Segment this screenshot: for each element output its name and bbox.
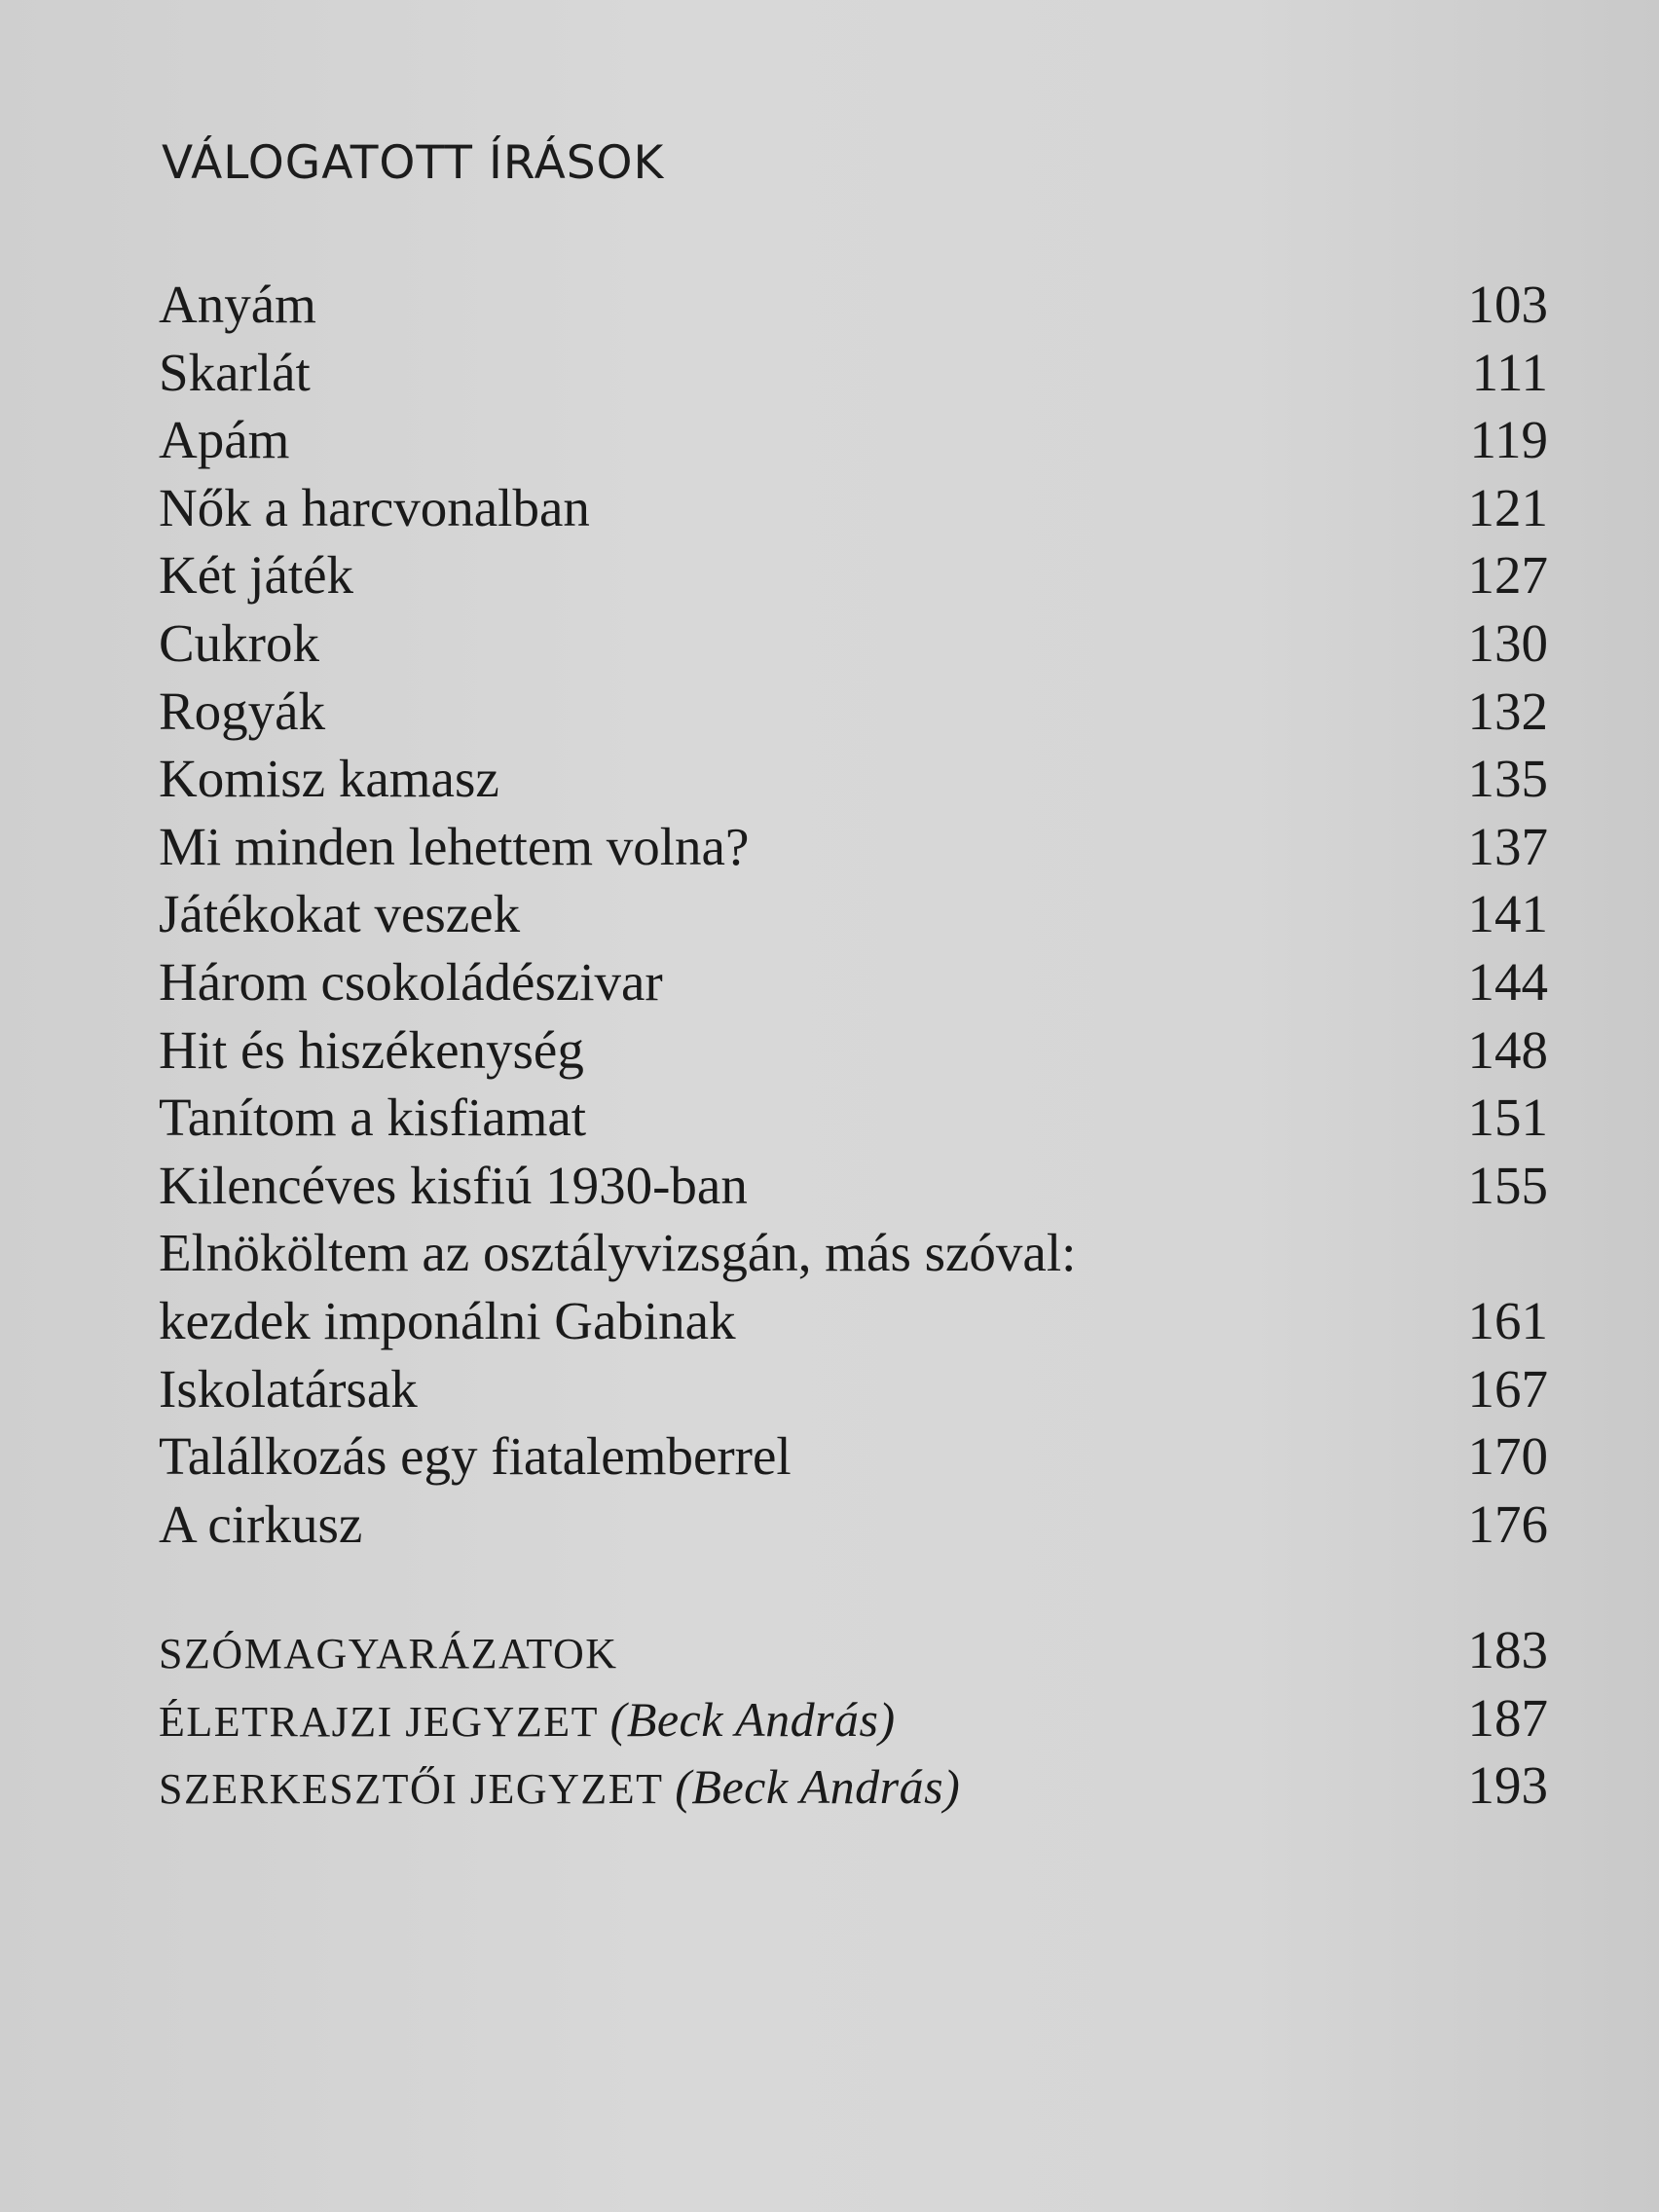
toc-entry xyxy=(159,948,1548,1016)
toc-entry-title: Három csokoládészivar xyxy=(159,951,663,1012)
appendix-entry-page: 187 xyxy=(1467,1687,1548,1748)
appendix-entry xyxy=(159,1616,1548,1684)
appendix-entry-author: (Beck András) xyxy=(675,1759,961,1815)
appendix-entry-author: (Beck András) xyxy=(609,1691,896,1747)
appendix-list xyxy=(159,1616,1548,1820)
toc-entry xyxy=(159,609,1548,678)
toc-entry-title: Találkozás egy fiatalemberrel xyxy=(159,1426,792,1487)
toc-entry-title: Nők a harcvonalban xyxy=(159,477,590,537)
toc-entry xyxy=(159,1287,1548,1355)
toc-entry-title: Apám xyxy=(159,410,290,470)
toc-entry-page: 119 xyxy=(1469,410,1548,470)
appendix-entry-title xyxy=(159,1620,618,1688)
toc-entry-page: 132 xyxy=(1467,681,1548,741)
toc-entry-page: 170 xyxy=(1467,1426,1548,1487)
appendix-entry-page: 193 xyxy=(1467,1755,1548,1816)
appendix-entry-heading: SZÓMAGYARÁZATOK xyxy=(159,1630,618,1678)
toc-entry-title: A cirkusz xyxy=(159,1493,363,1554)
toc-entry xyxy=(159,1422,1548,1491)
appendix-entry-page: 183 xyxy=(1467,1620,1548,1680)
table-of-contents xyxy=(159,271,1548,1820)
toc-entry xyxy=(159,880,1548,948)
toc-entry-title: Komisz kamasz xyxy=(159,749,499,809)
toc-entry xyxy=(159,745,1548,813)
appendix-entry-heading: SZERKESZTŐI JEGYZET xyxy=(159,1765,663,1814)
toc-entry-title: Játékokat veszek xyxy=(159,884,521,944)
toc-entry-title: Skarlát xyxy=(159,342,311,402)
appendix-entry-title xyxy=(159,1686,896,1756)
toc-entry-title: Elnököltem az osztályvizsgán, más szóval: xyxy=(159,1223,1077,1283)
appendix-entry-heading: ÉLETRAJZI JEGYZET xyxy=(159,1697,599,1746)
toc-entry xyxy=(159,1355,1548,1423)
toc-entry-page: 135 xyxy=(1467,749,1548,809)
appendix-entry-title xyxy=(159,1753,960,1824)
toc-entry-page: 144 xyxy=(1467,951,1548,1012)
toc-entry-title: Hit és hiszékenység xyxy=(159,1019,584,1080)
toc-entry-page: 176 xyxy=(1467,1493,1548,1554)
toc-entry-page: 127 xyxy=(1467,545,1548,606)
toc-entry xyxy=(159,1491,1548,1559)
toc-entry xyxy=(159,1016,1548,1085)
toc-entry-page: 130 xyxy=(1467,612,1548,673)
toc-entry-page: 161 xyxy=(1467,1290,1548,1350)
toc-entry-title: Kilencéves kisfiú 1930-ban xyxy=(159,1155,748,1215)
toc-entry-title: Tanítom a kisfiamat xyxy=(159,1088,587,1148)
toc-entry xyxy=(159,541,1548,609)
toc-entry-page: 167 xyxy=(1467,1358,1548,1419)
appendix-entry xyxy=(159,1751,1548,1820)
toc-entry xyxy=(159,1219,1548,1287)
toc-entry-page: 103 xyxy=(1467,275,1548,334)
toc-entry-page: 141 xyxy=(1467,884,1548,944)
toc-entry-title: Anyám xyxy=(159,275,316,334)
toc-entry-page: 121 xyxy=(1467,477,1548,537)
toc-entry-page: 155 xyxy=(1467,1155,1548,1215)
toc-entry xyxy=(159,339,1548,407)
toc-entry-title: Két játék xyxy=(159,545,354,606)
toc-entry xyxy=(159,1152,1548,1220)
toc-entry-title: kezdek imponálni Gabinak xyxy=(159,1290,736,1350)
section-gap xyxy=(159,1558,1548,1616)
toc-entry-title: Rogyák xyxy=(159,681,326,741)
toc-entry-title: Iskolatársak xyxy=(159,1358,418,1419)
toc-entry xyxy=(159,813,1548,881)
entry-list xyxy=(159,271,1548,1558)
toc-entry xyxy=(159,1084,1548,1152)
toc-entry-page: 137 xyxy=(1467,816,1548,876)
toc-entry xyxy=(159,678,1548,746)
toc-entry-page: 111 xyxy=(1471,342,1548,402)
toc-entry xyxy=(159,474,1548,542)
appendix-entry xyxy=(159,1684,1548,1752)
toc-entry-title: Mi minden lehettem volna? xyxy=(159,816,750,876)
toc-entry-page: 148 xyxy=(1467,1019,1548,1080)
toc-entry-title: Cukrok xyxy=(159,612,319,673)
section-title: VÁLOGATOTT ÍRÁSOK xyxy=(162,136,665,190)
toc-entry-page: 151 xyxy=(1467,1088,1548,1148)
toc-entry xyxy=(159,406,1548,474)
toc-entry xyxy=(159,271,1548,339)
